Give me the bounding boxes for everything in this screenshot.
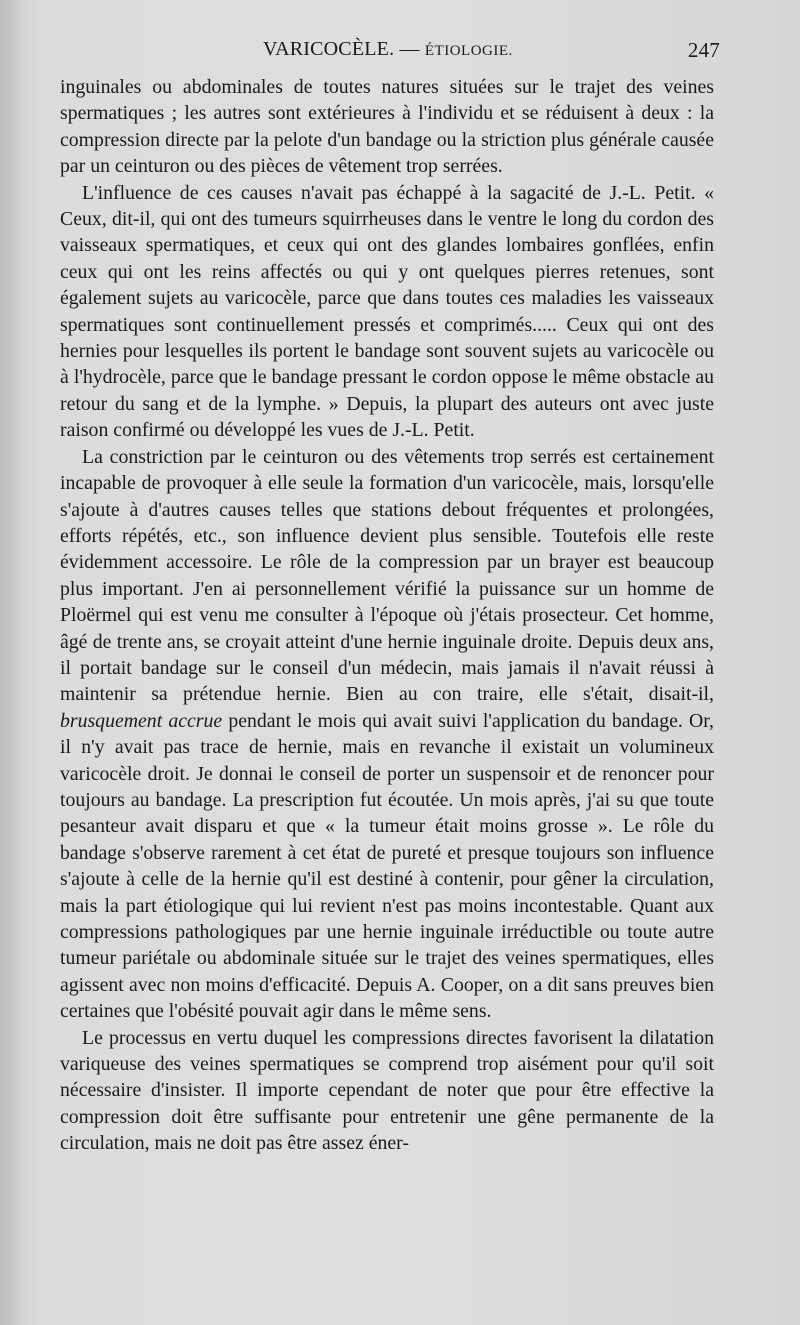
- paragraph-3-text-b: pendant le mois qui avait suivi l'application du bandage. Or, il n'y avait pas trace de hernie, mais en revanche il existait un volumineux varicocèle droit. Je donnai le conseil de porter un suspensoir et de renoncer pour toujours au bandage. La prescription fut écoutée. Un mois après, j'ai su que toute pesanteur avait disparu et que « la tumeur était moins grosse ». Le rôle du bandage s'observe rarement à cet état de pureté et presque toujours son influence s'ajoute à celle de la hernie qu'il est destiné à contenir, pour gêner la circulation, mais la part étiologique qui lui revient n'est pas moins incontestable. Quant aux compressions pathologiques par une hernie inguinale irréductible ou toute autre tumeur pariétale ou abdominale située sur le trajet des veines spermatiques, elles agissent avec non moins d'efficacité. Depuis A. Cooper, on a dit sans preuves bien certaines que l'obésité pouvait agir dans le même sens.: [60, 709, 714, 1023]
- running-head: [58, 38, 718, 68]
- running-head-title-sub: ÉTIOLOGIE.: [424, 43, 513, 59]
- paragraph-3-text-a: La constriction par le ceinturon ou des vêtements trop serrés est certainement incapable de provoquer à elle seule la formation d'un varicocèle, mais, lorsqu'elle s'ajoute à d'autres causes telles que stations debout fréquentes et prolongées, efforts répétés, etc., son influence devient plus sensible. Toutefois elle reste évidemment accessoire. Le rôle de la compression par un brayer est beaucoup plus important. J'en ai personnellement vérifié la puissance sur un homme de Ploërmel qui est venu me consulter à l'époque où j'étais prosecteur. Cet homme, âgé de trente ans, se croyait atteint d'une hernie inguinale droite. Depuis deux ans, il portait bandage sur le conseil d'un médecin, mais jamais il n'avait réussi à maintenir sa prétendue hernie. Bien au con traire, elle s'était, disait-il,: [60, 445, 714, 706]
- running-head-title-main: VARICOCÈLE. —: [263, 38, 420, 60]
- paragraph-3: [60, 444, 714, 1025]
- gutter-shadow: [0, 0, 22, 1325]
- paragraph-4: [60, 1025, 714, 1157]
- body-text: [60, 74, 714, 1157]
- paragraph-1-text: inguinales ou abdominales de toutes natures situées sur le trajet des veines spermatiques ; les autres sont extérieures à l'individu et se réduisent à deux : la compression directe par la pelote d'un bandage ou la striction plus générale causée par un ceinturon ou des pièces de vêtement trop serrées.: [60, 76, 714, 178]
- paragraph-2: [60, 180, 714, 444]
- paragraph-4-text: Le processus en vertu duquel les compressions directes favorisent la dilatation variqueuse des veines spermatiques se comprend trop aisément pour qu'il soit nécessaire d'insister. Il importe cependant de noter que pour être effective la compression doit être suffisante pour entretenir une gêne permanente de la circulation, mais ne doit pas être assez éner-: [60, 1026, 714, 1155]
- running-head-title: [263, 38, 513, 61]
- paragraph-2-text: L'influence de ces causes n'avait pas échappé à la sagacité de J.-L. Petit. « Ceux, dit-il, qui ont des tumeurs squirrheuses dans le ventre le long du cordon des vaisseaux spermatiques, et ceux qui ont des glandes lombaires gonflées, enfin ceux qui ont les reins affectés ou qui y ont quelques pierres retenues, sont également sujets au varicocèle, parce que dans toutes ces maladies les vaisseaux spermatiques sont continuellement pressés et comprimés..... Ceux qui ont des hernies pour lesquelles ils portent le bandage sont souvent sujets au varicocèle ou à l'hydrocèle, parce que le bandage pressant le cordon oppose le même obstacle au retour du sang et de la lymphe. » Depuis, la plupart des auteurs ont avec juste raison confirmé ou développé les vues de J.-L. Petit.: [60, 181, 714, 442]
- paragraph-3-italic-phrase: brusquement accrue: [60, 709, 223, 732]
- paragraph-1: [60, 74, 714, 180]
- page-number: 247: [687, 38, 720, 62]
